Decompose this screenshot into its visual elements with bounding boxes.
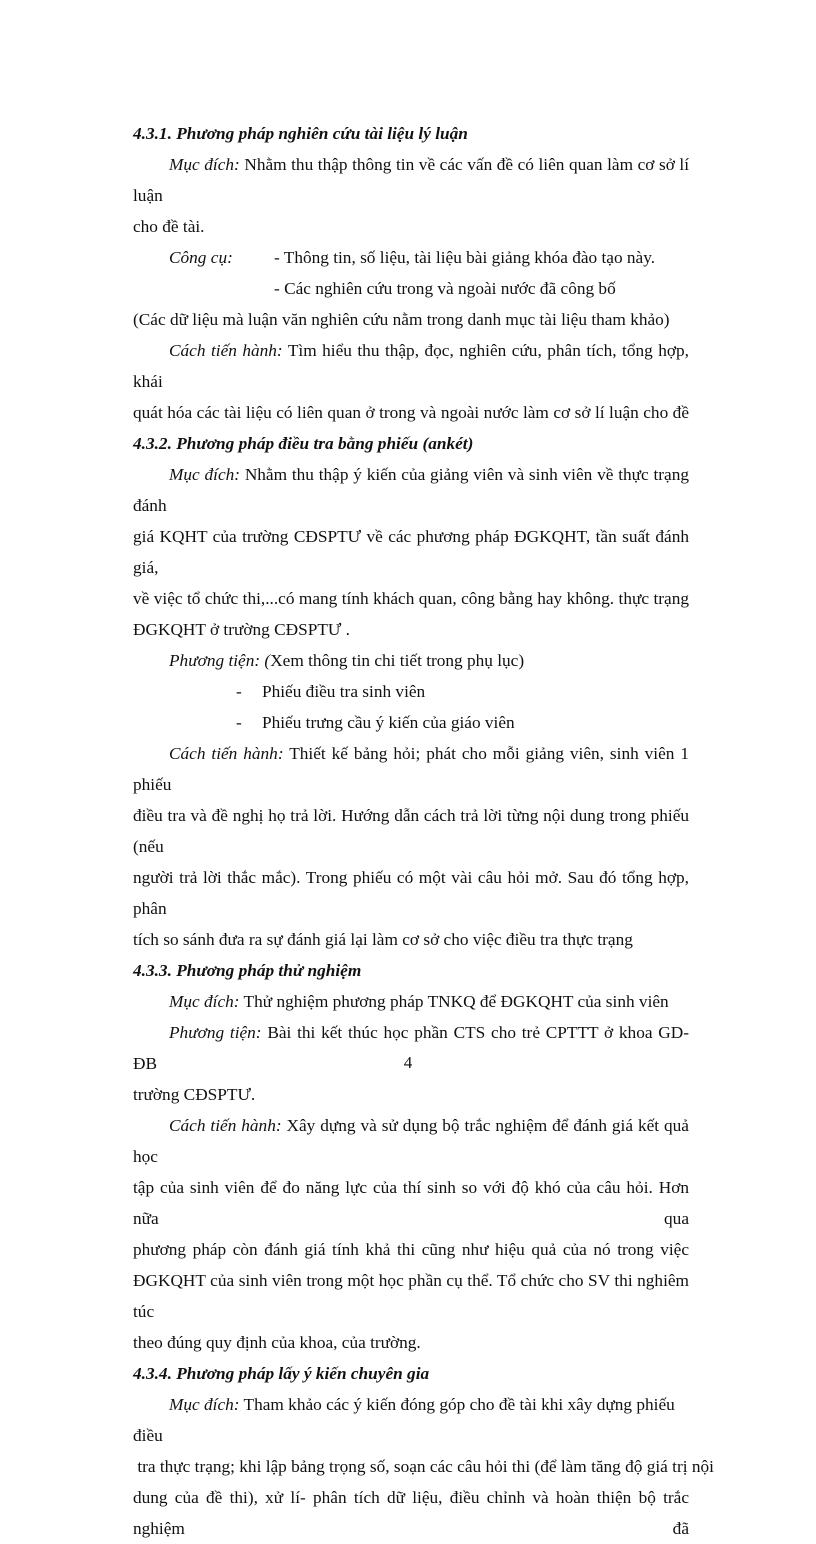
purpose-line: ĐGKQHT ở trường CĐSPTƯ . — [133, 620, 350, 639]
procedure-line: Cách tiến hành: Thiết kế bảng hỏi; phát cho mỗi giảng viên, sinh viên 1 phiếu — [133, 744, 689, 794]
purpose-line: tra thực trạng; khi lập bảng trọng số, soạn các câu hỏi thi (để làm tăng độ giá trị nội — [133, 1457, 714, 1476]
purpose-line: về việc tổ chức thi,...có mang tính khách quan, công bằng hay không. thực trạng — [133, 589, 689, 608]
tools-block — [133, 242, 689, 304]
purpose-line: Mục đích: Tham khảo các ý kiến đóng góp cho đề tài khi xây dựng phiếu điều — [133, 1395, 675, 1445]
section-heading-4-3-4: 4.3.4. Phương pháp lấy ý kiến chuyên gia — [133, 1364, 430, 1383]
procedure-line: theo đúng quy định của khoa, của trường. — [133, 1333, 421, 1352]
procedure-line: tập của sinh viên để đo năng lực của thí sinh so với độ khó của câu hỏi. Hơn nữa qua — [133, 1178, 689, 1228]
document-body — [133, 118, 714, 1544]
purpose-label: Mục đích: — [169, 1395, 240, 1414]
tools-label: Công cụ: — [169, 248, 233, 267]
procedure-line: quát hóa các tài liệu có liên quan ở trong và ngoài nước làm cơ sở lí luận cho đề — [133, 403, 689, 422]
list-item: - Phiếu điều tra sinh viên — [236, 676, 689, 707]
survey-list — [133, 676, 689, 738]
purpose-line: giá KQHT của trường CĐSPTƯ về các phương pháp ĐGKQHT, tần suất đánh giá, — [133, 527, 689, 577]
note-line: (Các dữ liệu mà luận văn nghiên cứu nằm trong danh mục tài liệu tham khảo) — [133, 310, 670, 329]
purpose-line: Mục đích: Thử nghiệm phương pháp TNKQ để ĐGKQHT của sinh viên — [169, 992, 669, 1011]
procedure-line: người trả lời thắc mắc). Trong phiếu có một vài câu hỏi mở. Sau đó tổng hợp, phân — [133, 868, 689, 918]
procedure-label: Cách tiến hành: — [169, 1116, 282, 1135]
purpose-line: dung của đề thi), xử lí- phân tích dữ liệu, điều chỉnh và hoàn thiện bộ trắc nghiệm đã — [133, 1488, 689, 1538]
procedure-line: điều tra và đề nghị họ trả lời. Hướng dẫn cách trả lời từng nội dung trong phiếu (nếu — [133, 806, 689, 856]
means-line: trường CĐSPTƯ. — [133, 1085, 256, 1104]
purpose-line: Mục đích: Nhằm thu thập ý kiến của giảng viên và sinh viên về thực trạng đánh — [133, 465, 689, 515]
purpose-line: Mục đích: Nhằm thu thập thông tin về các vấn đề có liên quan làm cơ sở lí luận — [133, 155, 689, 205]
procedure-line: phương pháp còn đánh giá tính khả thi cũng như hiệu quả của nó trong việc — [133, 1240, 689, 1259]
procedure-label: Cách tiến hành: — [169, 341, 283, 360]
purpose-label: Mục đích: — [169, 992, 240, 1011]
list-item: - Phiếu trưng cầu ý kiến của giáo viên — [236, 707, 689, 738]
page-number: 4 — [403, 1053, 413, 1072]
tool-item: - Thông tin, số liệu, tài liệu bài giảng khóa đào tạo này. — [274, 248, 656, 267]
section-heading-4-3-1: 4.3.1. Phương pháp nghiên cứu tài liệu lý luận — [133, 124, 468, 143]
section-heading-4-3-2: 4.3.2. Phương pháp điều tra bằng phiếu (ankét) — [133, 434, 474, 453]
means-line: Phương tiện: Bài thi kết thúc học phần CTS cho trẻ CPTTT ở khoa GD-ĐB — [133, 1023, 689, 1073]
procedure-line: tích so sánh đưa ra sự đánh giá lại làm cơ sở cho việc điều tra thực trạng — [133, 930, 633, 949]
purpose-label: Mục đích: — [169, 465, 241, 484]
procedure-line: Cách tiến hành: Tìm hiểu thu thập, đọc, nghiên cứu, phân tích, tổng hợp, khái — [133, 341, 689, 391]
tool-item: - Các nghiên cứu trong và ngoài nước đã công bố — [274, 279, 616, 298]
means-line: Phương tiện: (Xem thông tin chi tiết trong phụ lục) — [169, 651, 525, 670]
procedure-line: ĐGKQHT của sinh viên trong một học phần cụ thể. Tổ chức cho SV thi nghiêm túc — [133, 1271, 689, 1321]
purpose-label: Mục đích: — [169, 155, 240, 174]
section-heading-4-3-3: 4.3.3. Phương pháp thử nghiệm — [133, 961, 362, 980]
procedure-label: Cách tiến hành: — [169, 744, 284, 763]
procedure-line: Cách tiến hành: Xây dựng và sử dụng bộ trắc nghiệm để đánh giá kết quả học — [133, 1116, 689, 1166]
purpose-line: cho đề tài. — [133, 217, 205, 236]
means-label: Phương tiện: ( — [169, 651, 271, 670]
means-label: Phương tiện: — [169, 1023, 262, 1042]
